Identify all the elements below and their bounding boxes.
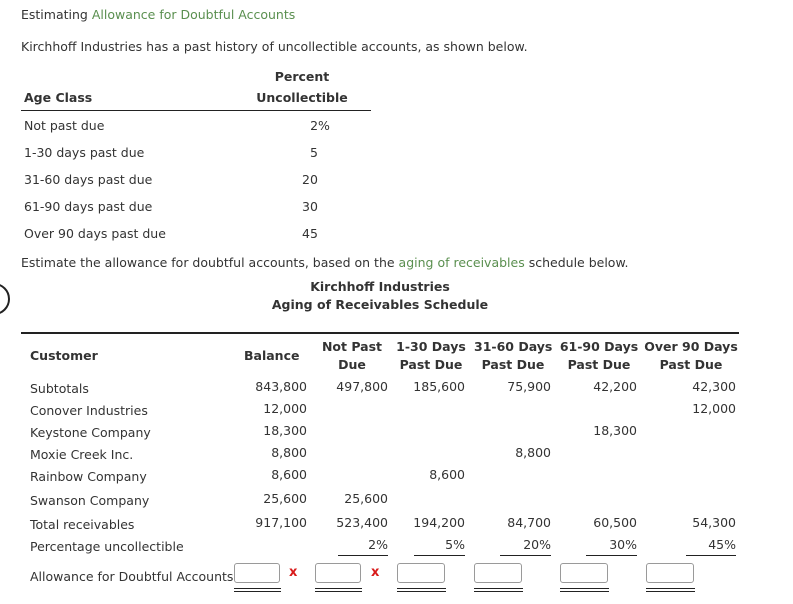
balance-header: Balance [244,348,300,363]
schedule-cell-d1-30: 8,600 [429,467,465,482]
schedule-row-customer: Conover Industries [30,403,148,418]
schedule-cell-over90: 42,300 [692,379,736,394]
double-underline [560,591,609,592]
aging-link[interactable]: aging of receivables [398,255,525,270]
double-underline [646,591,695,592]
pct-underline [586,555,637,556]
d61-90-header-1: 61-90 Days [559,339,639,354]
schedule-cell-d31-60: 84,700 [507,515,551,530]
schedule-cell-notpast: 25,600 [344,491,388,506]
pct-d1-30: 5% [445,537,465,552]
schedule-company: Kirchhoff Industries [310,279,450,294]
schedule-cell-balance: 25,600 [263,491,307,506]
double-underline [646,588,695,589]
pct-d31-60: 20% [523,537,551,552]
schedule-row-customer: Rainbow Company [30,469,147,484]
allowance-notpast-input[interactable] [315,563,361,583]
allowance-balance-input[interactable] [234,563,280,583]
age-row-pct: 30 [302,199,318,214]
schedule-cell-notpast: 497,800 [336,379,388,394]
page-title [21,7,295,22]
pct-underline [338,555,388,556]
estimate-prefix: Estimate the allowance for doubtful accounts, based on the [21,255,399,270]
incorrect-icon: x [289,565,298,580]
notpast-header-2: Due [338,357,366,372]
double-underline [315,591,362,592]
schedule-cell-balance: 8,800 [271,445,307,460]
age-row-label: Over 90 days past due [24,226,166,241]
age-row-label: Not past due [24,118,105,133]
pct-underline [500,555,551,556]
pct-header-line2: Uncollectible [256,90,348,105]
over90-header-2: Past Due [659,357,723,372]
title-prefix: Estimating [21,7,92,22]
schedule-cell-balance: 12,000 [263,401,307,416]
schedule-title: Aging of Receivables Schedule [271,297,489,312]
age-row-pct: 20 [302,172,318,187]
schedule-cell-d61-90: 18,300 [593,423,637,438]
schedule-cell-d61-90: 42,200 [593,379,637,394]
schedule-cell-balance: 8,600 [271,467,307,482]
allowance-row-label: Allowance for Doubtful Accounts [30,569,234,584]
customer-header: Customer [30,348,98,363]
d31-60-header-1: 31-60 Days [474,339,553,354]
over90-header-1: Over 90 Days [644,339,738,354]
schedule-row-customer: Total receivables [30,517,135,532]
d61-90-header-2: Past Due [567,357,631,372]
schedule-row-customer: Moxie Creek Inc. [30,447,134,462]
schedule-cell-notpast: 523,400 [336,515,388,530]
schedule-cell-balance: 18,300 [263,423,307,438]
schedule-row-customer: Subtotals [30,381,89,396]
incorrect-icon: x [371,565,380,580]
schedule-cell-d31-60: 8,800 [515,445,551,460]
schedule-row-customer: Keystone Company [30,425,151,440]
double-underline [397,588,446,589]
notpast-header-1: Not Past [321,339,383,354]
pct-header-line1: Percent [274,69,330,84]
schedule-cell-over90: 12,000 [692,401,736,416]
double-underline [315,588,362,589]
schedule-cell-d61-90: 60,500 [593,515,637,530]
double-underline [474,591,523,592]
age-class-header: Age Class [24,90,93,105]
age-table-header-rule [21,110,371,111]
circle-decoration [0,283,10,315]
double-underline [397,591,446,592]
schedule-top-rule [21,332,739,334]
allowance-link[interactable]: Allowance for Doubtful Accounts [91,7,296,22]
schedule-cell-d31-60: 75,900 [507,379,551,394]
intro-text: Kirchhoff Industries has a past history of uncollectible accounts, as shown below. [21,39,528,54]
age-row-label: 1-30 days past due [24,145,145,160]
age-row-pct: 2% [310,118,330,133]
schedule-row-customer: Swanson Company [30,493,150,508]
pct-underline [414,555,465,556]
double-underline [234,591,281,592]
allowance-d31-60-input[interactable] [474,563,522,583]
d1-30-header-1: 1-30 Days [396,339,466,354]
double-underline [474,588,523,589]
schedule-cell-d1-30: 194,200 [413,515,465,530]
schedule-cell-over90: 54,300 [692,515,736,530]
age-row-pct: 5 [310,145,318,160]
pct-underline [686,555,736,556]
d1-30-header-2: Past Due [399,357,463,372]
allowance-over90-input[interactable] [646,563,694,583]
age-row-pct: 45 [302,226,318,241]
allowance-d61-90-input[interactable] [560,563,608,583]
allowance-d1-30-input[interactable] [397,563,445,583]
age-row-label: 61-90 days past due [24,199,153,214]
schedule-cell-balance: 917,100 [255,515,307,530]
schedule-cell-balance: 843,800 [255,379,307,394]
pct-row-label: Percentage uncollectible [30,539,184,554]
double-underline [560,588,609,589]
estimate-instruction [21,255,629,270]
double-underline [234,588,281,589]
pct-over90: 45% [708,537,736,552]
schedule-cell-d1-30: 185,600 [413,379,465,394]
pct-notpast: 2% [368,537,388,552]
pct-d61-90: 30% [609,537,637,552]
d31-60-header-2: Past Due [481,357,545,372]
age-row-label: 31-60 days past due [24,172,153,187]
estimate-suffix: schedule below. [524,255,629,270]
